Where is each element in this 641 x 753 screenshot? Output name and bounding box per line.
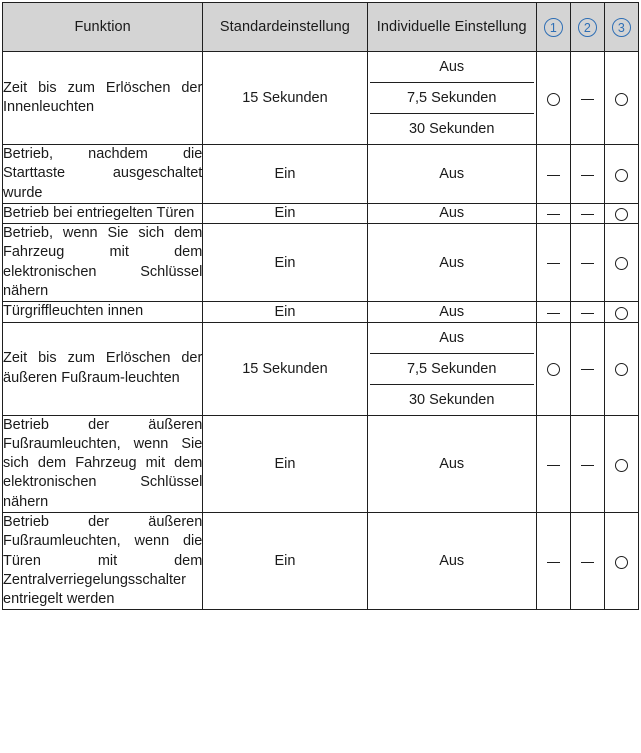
option-1-mark-cell <box>536 512 570 609</box>
option-2-mark-cell <box>570 52 604 145</box>
function-description-cell: Zeit bis zum Erlöschen der äußeren Fußraum-leuchten <box>3 322 203 415</box>
not-available-dash-icon <box>581 465 594 466</box>
option-3-mark-cell <box>604 52 638 145</box>
option-1-mark-cell <box>536 302 570 322</box>
not-available-dash-icon <box>581 214 594 215</box>
circled-number-1-icon: 1 <box>544 18 563 37</box>
available-circle-icon <box>547 363 560 376</box>
option-3-mark-cell <box>604 415 638 512</box>
circled-number-3-icon: 3 <box>612 18 631 37</box>
individual-setting-option[interactable]: 30 Sekunden <box>408 121 495 137</box>
header-row <box>3 3 639 52</box>
available-circle-icon <box>615 363 628 376</box>
table-row <box>3 302 639 322</box>
not-available-dash-icon <box>581 99 594 100</box>
individual-setting-option[interactable]: 7,5 Sekunden <box>370 354 534 385</box>
option-3-mark-cell <box>604 302 638 322</box>
not-available-dash-icon <box>547 175 560 176</box>
not-available-dash-icon <box>581 263 594 264</box>
individual-settings-table <box>2 2 639 610</box>
option-1-mark-cell <box>536 52 570 145</box>
available-circle-icon <box>615 208 628 221</box>
option-3-mark-cell <box>604 203 638 223</box>
table-row <box>3 512 639 609</box>
function-description-cell: Türgriffleuchten innen <box>3 302 203 322</box>
option-1-mark-cell <box>536 145 570 204</box>
available-circle-icon <box>615 459 628 472</box>
option-2-mark-cell <box>570 203 604 223</box>
column-header-option-1 <box>536 3 570 52</box>
not-available-dash-icon <box>581 175 594 176</box>
individual-setting-cell: Aus <box>367 203 536 223</box>
option-1-mark-cell <box>536 203 570 223</box>
table-row <box>3 52 639 145</box>
individual-setting-option-list <box>368 52 536 144</box>
individual-setting-options-cell <box>367 322 536 415</box>
individual-setting-option[interactable]: 7,5 Sekunden <box>370 83 534 114</box>
option-3-mark-cell <box>604 512 638 609</box>
individual-setting-cell: Aus <box>367 224 536 302</box>
not-available-dash-icon <box>581 369 594 370</box>
available-circle-icon <box>615 93 628 106</box>
not-available-dash-icon <box>547 562 560 563</box>
table-row <box>3 322 639 415</box>
option-3-mark-cell <box>604 322 638 415</box>
option-2-mark-cell <box>570 415 604 512</box>
column-header-individuelle-einstellung: Individuelle Einstellung <box>367 3 536 52</box>
default-setting-cell: Ein <box>203 512 367 609</box>
individual-setting-option[interactable]: 30 Sekunden <box>408 391 495 408</box>
available-circle-icon <box>615 257 628 270</box>
table-row <box>3 415 639 512</box>
option-2-mark-cell <box>570 224 604 302</box>
available-circle-icon <box>615 307 628 320</box>
default-setting-cell: Ein <box>203 302 367 322</box>
not-available-dash-icon <box>547 263 560 264</box>
option-2-mark-cell <box>570 145 604 204</box>
individual-setting-cell: Aus <box>367 512 536 609</box>
column-header-standardeinstellung: Standardeinstellung <box>203 3 367 52</box>
column-header-option-2 <box>570 3 604 52</box>
table-row <box>3 203 639 223</box>
column-header-option-3 <box>604 3 638 52</box>
not-available-dash-icon <box>547 313 560 314</box>
default-setting-cell: Ein <box>203 145 367 204</box>
table-header <box>3 3 639 52</box>
option-2-mark-cell <box>570 322 604 415</box>
individual-setting-option-list <box>368 323 536 415</box>
circled-number-2-icon: 2 <box>578 18 597 37</box>
default-setting-cell: 15 Sekunden <box>203 52 367 145</box>
individual-setting-option[interactable]: Aus <box>370 323 534 354</box>
option-1-mark-cell <box>536 415 570 512</box>
available-circle-icon <box>547 93 560 106</box>
individual-setting-option[interactable]: Aus <box>370 52 534 83</box>
not-available-dash-icon <box>547 465 560 466</box>
option-1-mark-cell <box>536 224 570 302</box>
default-setting-cell: Ein <box>203 224 367 302</box>
option-2-mark-cell <box>570 302 604 322</box>
option-3-mark-cell <box>604 224 638 302</box>
function-description-cell: Betrieb, wenn Sie sich dem Fahrzeug mit dem elektronischen Schlüssel nähern <box>3 224 203 302</box>
table-row <box>3 224 639 302</box>
function-description-cell: Zeit bis zum Erlöschen der Innenleuchten <box>3 52 203 145</box>
not-available-dash-icon <box>581 562 594 563</box>
individual-setting-cell: Aus <box>367 145 536 204</box>
available-circle-icon <box>615 556 628 569</box>
column-header-funktion: Funktion <box>3 3 203 52</box>
default-setting-cell: Ein <box>203 203 367 223</box>
individual-setting-cell: Aus <box>367 302 536 322</box>
function-description-cell: Betrieb der äußeren Fußraumleuchten, wenn Sie sich dem Fahrzeug mit dem elektronischen Schlüssel nähern <box>3 415 203 512</box>
not-available-dash-icon <box>581 313 594 314</box>
option-1-mark-cell <box>536 322 570 415</box>
option-2-mark-cell <box>570 512 604 609</box>
table-row <box>3 145 639 204</box>
function-description-cell: Betrieb, nachdem die Starttaste ausgeschaltet wurde <box>3 145 203 204</box>
individual-setting-options-cell <box>367 52 536 145</box>
individual-setting-cell: Aus <box>367 415 536 512</box>
option-3-mark-cell <box>604 145 638 204</box>
not-available-dash-icon <box>547 214 560 215</box>
available-circle-icon <box>615 169 628 182</box>
default-setting-cell: 15 Sekunden <box>203 322 367 415</box>
function-description-cell: Betrieb der äußeren Fußraumleuchten, wenn die Türen mit dem Zentralverriegelungsschalter entriegelt werden <box>3 512 203 609</box>
function-description-cell: Betrieb bei entriegelten Türen <box>3 203 203 223</box>
default-setting-cell: Ein <box>203 415 367 512</box>
table-body <box>3 52 639 610</box>
